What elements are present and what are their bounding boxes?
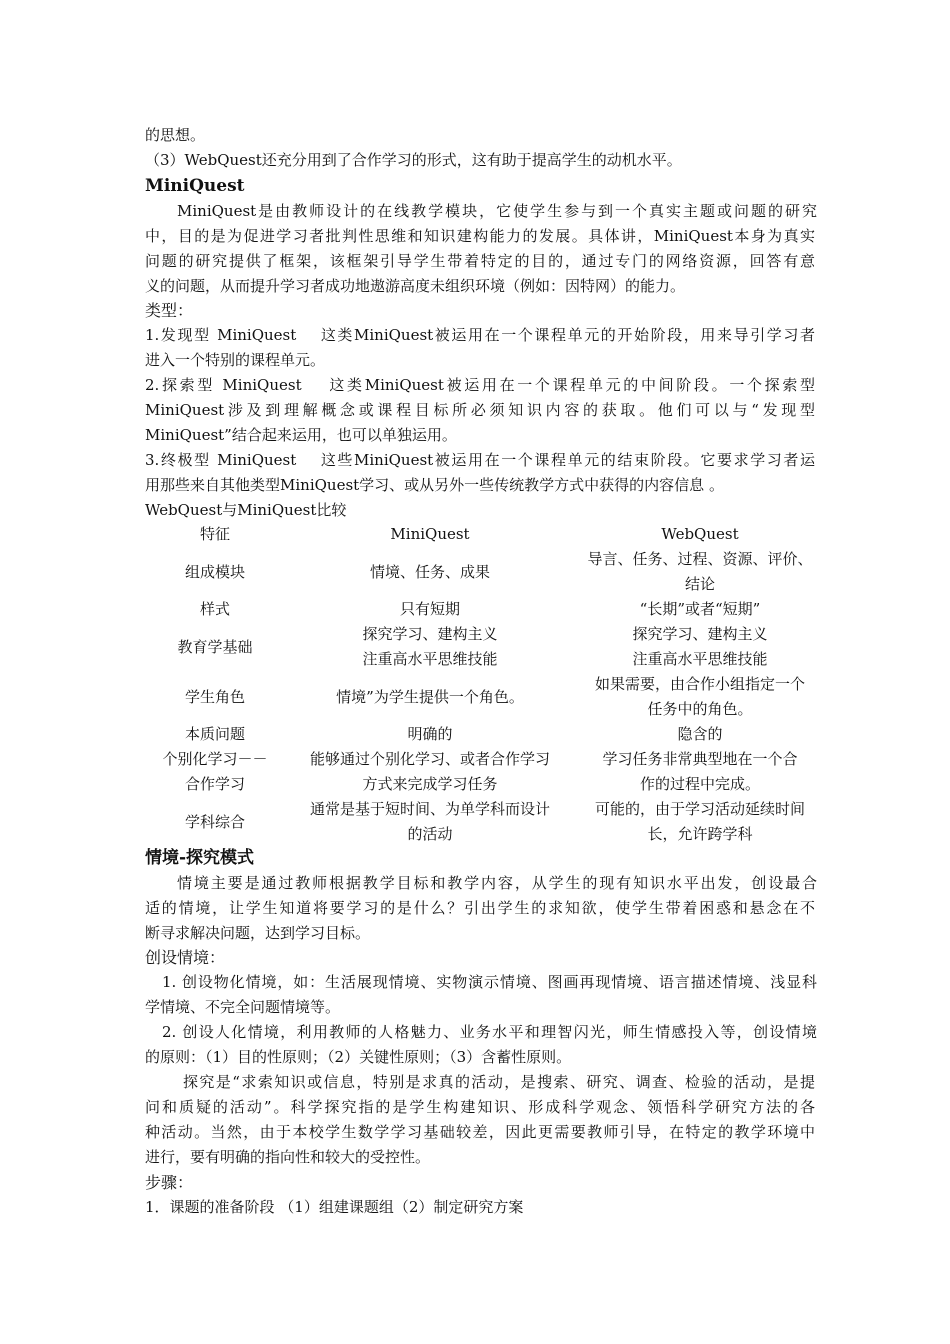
table-cell: 明确的: [407, 725, 453, 743]
type-line: 3.终极型 MiniQuest 这些MiniQuest被运用在一个课程单元的结束阶段。它要求学习者运: [145, 451, 815, 469]
table-cell: 教育学基础: [177, 637, 253, 656]
table-cell: 学科综合: [184, 812, 245, 831]
paragraph-line: 种活动。当然，由于本校学生数学学习基础较差，因此更需要教师引导，在特定的教学环境中: [145, 1123, 815, 1141]
type-line: 用那些来自其他类型MiniQuest学习、或从另外一些传统教学方式中获得的内容信息 。: [145, 476, 724, 494]
table-cell: 能够通过个别化学习、或者合作学习 方式来完成学习任务: [309, 750, 550, 793]
table-row: [140, 597, 820, 622]
step-line: 1．课题的准备阶段 （1）组建课题组（2）制定研究方案: [145, 1198, 524, 1216]
list-item-line: 1. 创设物化情境，如：生活展现情境、实物演示情境、图画再现情境、语言描述情境、浅显科: [162, 973, 817, 991]
type-line: MiniQuest涉及到理解概念或课程目标所必须知识内容的获取。他们可以与“发现型: [145, 401, 815, 419]
section-heading-inquiry: 情境-探究模式: [145, 848, 255, 868]
type-line: 进入一个特别的课程单元。: [145, 351, 326, 369]
list-item-line: 2. 创设人化情境，利用教师的人格魅力、业务水平和理智闪光，师生情感投入等，创设情境: [162, 1023, 817, 1041]
table-cell: 组成模块: [184, 562, 245, 581]
table-cell: WebQuest: [661, 525, 739, 543]
table-cell: 如果需要，由合作小组指定一个 任务中的角色。: [594, 675, 805, 718]
table-cell: 导言、任务、过程、资源、评价、 结论: [587, 550, 813, 593]
table-cell: 情境”为学生提供一个角色。: [336, 687, 524, 706]
type-line: 2.探索型 MiniQuest 这类MiniQuest被运用在一个课程单元的中间阶段。一个探索型: [145, 376, 815, 394]
table-cell: 探究学习、建构主义 注重高水平思维技能: [632, 625, 768, 668]
table-row: [140, 722, 820, 747]
comparison-table: [140, 522, 820, 847]
steps-label: 步骤：: [145, 1173, 194, 1192]
table-cell: 只有短期: [399, 600, 460, 618]
table-cell: 个别化学习－－ 合作学习: [162, 750, 268, 793]
table-row: [140, 672, 820, 722]
section-heading-miniquest: MiniQuest: [145, 176, 245, 196]
type-line: MiniQuest”结合起来运用，也可以单独运用。: [145, 426, 457, 444]
table-cell: 学习任务非常典型地在一个合 作的过程中完成。: [602, 750, 798, 793]
paragraph-line: 探究是“求索知识或信息，特别是求真的活动，是搜索、研究、调查、检验的活动，是提: [183, 1073, 815, 1091]
table-cell: 特征: [199, 525, 230, 543]
table-row: [140, 547, 820, 597]
paragraph-line: MiniQuest是由教师设计的在线教学模块，它使学生参与到一个真实主题或问题的研究: [177, 202, 817, 220]
paragraph-line: 情境主要是通过教师根据教学目标和教学内容，从学生的现有知识水平出发，创设最合: [177, 874, 817, 892]
paragraph-line: 义的问题，从而提升学习者成功地遨游高度未组织环境（例如：因特网）的能力。: [145, 277, 686, 295]
table-cell: 样式: [199, 600, 230, 618]
table-cell: MiniQuest: [390, 525, 470, 543]
paragraph-line: 中，目的是为促进学习者批判性思维和知识建构能力的发展。具体讲，MiniQuest本身为真实: [145, 227, 815, 245]
type-line: 1.发现型 MiniQuest 这类MiniQuest被运用在一个课程单元的开始阶段，用来导引学习者: [145, 326, 815, 344]
paragraph-line: 进行，要有明确的指向性和较大的受控性。: [145, 1148, 431, 1166]
text-line: 的思想。: [145, 126, 206, 144]
table-cell: 本质问题: [184, 725, 245, 743]
table-cell: 探究学习、建构主义 注重高水平思维技能: [362, 625, 498, 668]
table-cell: 隐含的: [677, 725, 723, 743]
paragraph-line: 问题的研究提供了框架，该框架引导学生带着特定的目的，通过专门的网络资源，回答有意: [145, 252, 815, 270]
paragraph-line: 问和质疑的活动”。科学探究指的是学生构建知识、形成科学观念、领悟科学研究方法的各: [145, 1098, 815, 1116]
comparison-caption: WebQuest与MiniQuest比较: [145, 501, 347, 519]
list-item-line: 的原则：（1）目的性原则；（2）关键性原则；（3）含蓄性原则。: [145, 1048, 572, 1066]
table-cell: 情境、任务、成果: [369, 562, 490, 581]
table-header-row: [140, 522, 820, 547]
list-item-line: 学情境、不完全问题情境等。: [145, 998, 341, 1016]
paragraph-line: 断寻求解决问题，达到学习目标。: [145, 924, 371, 942]
table-cell: 通常是基于短时间、为单学科而设计 的活动: [309, 800, 550, 843]
create-situation-label: 创设情境：: [145, 948, 226, 967]
table-cell: 可能的，由于学习活动延续时间 长，允许跨学科: [594, 800, 805, 843]
text-line: （3）WebQuest还充分用到了合作学习的形式，这有助于提高学生的动机水平。: [145, 151, 682, 169]
types-label: 类型：: [145, 301, 194, 320]
table-cell: 学生角色: [184, 687, 245, 706]
table-row: [140, 622, 820, 672]
table-cell: “长期”或者“短期”: [639, 600, 761, 618]
table-row: [140, 747, 820, 797]
table-row: [140, 797, 820, 847]
paragraph-line: 适的情境，让学生知道将要学习的是什么？引出学生的求知欲，使学生带着困惑和悬念在不: [145, 899, 815, 917]
